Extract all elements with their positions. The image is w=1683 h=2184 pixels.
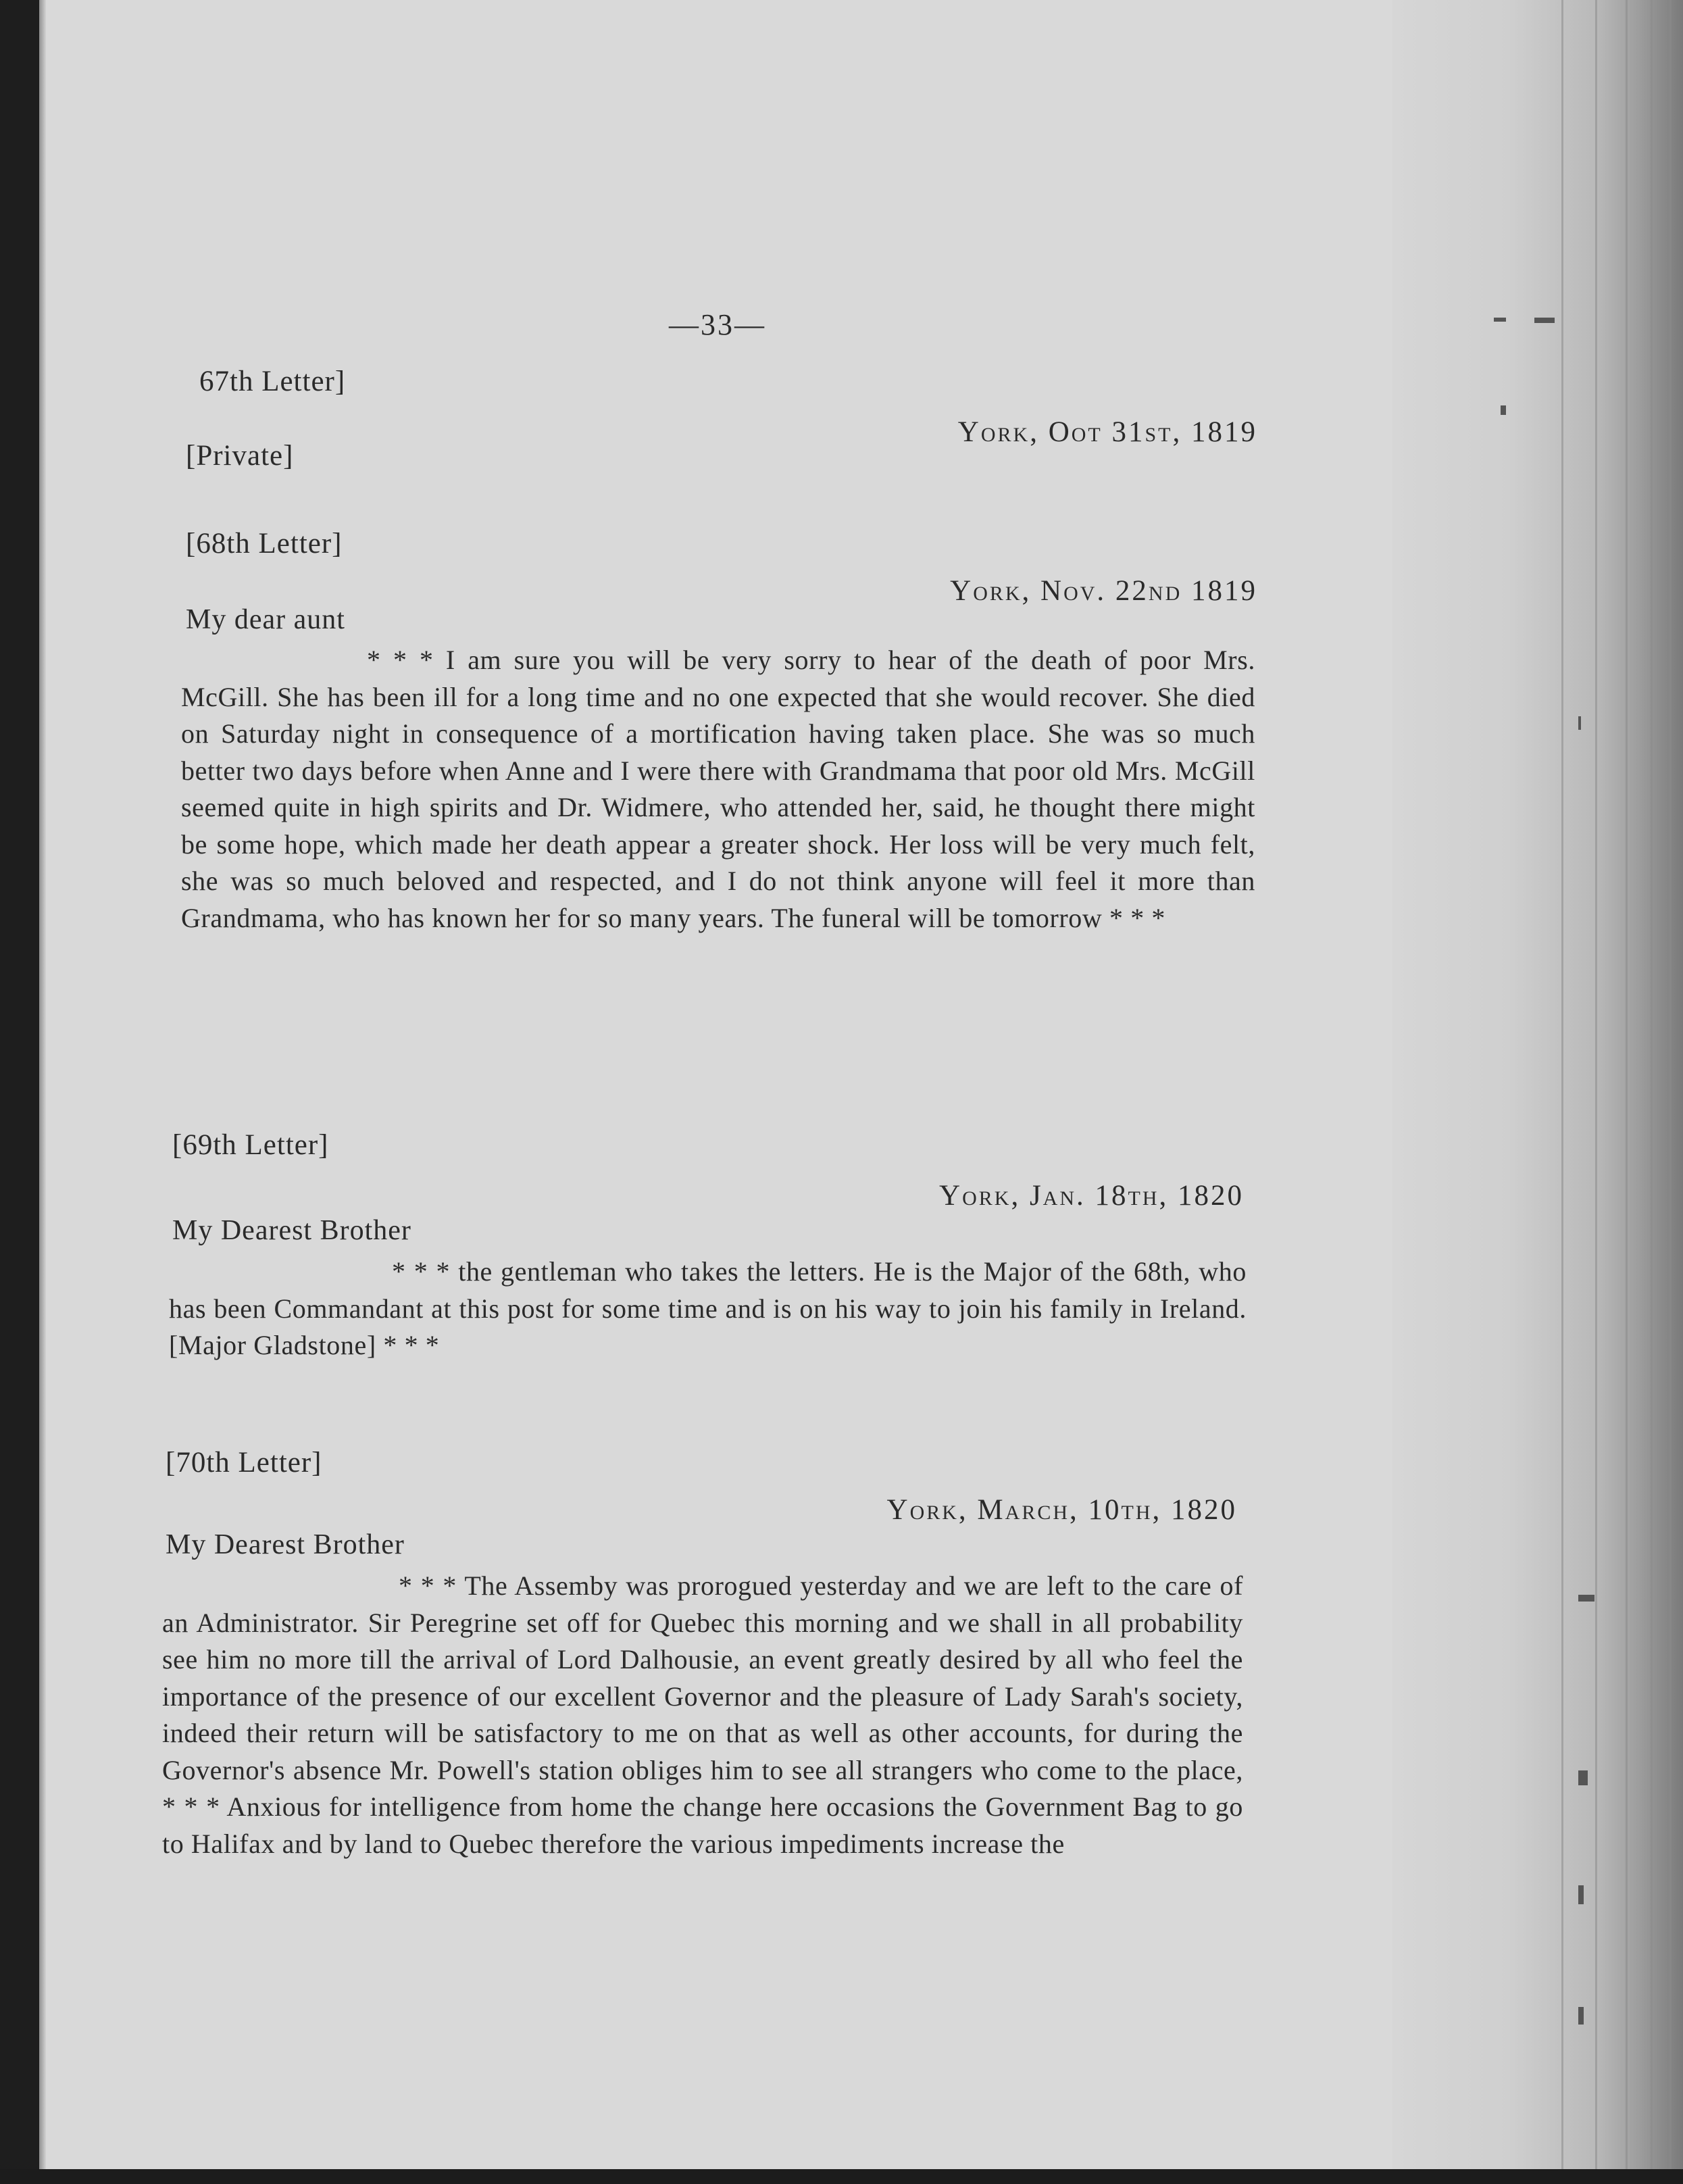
letter-salutation: My dear aunt [186,604,345,635]
bleed-mark [1578,716,1581,730]
bleed-mark [1578,1770,1588,1785]
bleed-mark [1578,2007,1584,2025]
letter-dateline: York, Nov. 22nd 1819 [950,575,1257,607]
letter-body-text: * * * the gentleman who takes the letters. He is the Major of the 68th, who has been Commandant at this post for some time and is on his way to join his family in Ireland. [Major Gladstone] * * * [169,1256,1247,1360]
bleed-mark [1501,405,1506,415]
private-note: [Private] [186,440,294,472]
letter-body [181,642,1255,937]
bleed-mark [1578,1595,1594,1602]
stack-line [1626,0,1628,2169]
letter-dateline: York, Jan. 18th, 1820 [939,1180,1244,1212]
letter-body [169,1254,1247,1364]
letter-body [162,1568,1243,1862]
page-gutter [39,0,46,2184]
letter-salutation: My Dearest Brother [172,1215,411,1246]
letter-heading: [68th Letter] [186,528,343,560]
letter-salutation: My Dearest Brother [166,1529,405,1560]
bleed-mark [1534,318,1555,323]
letter-heading: [70th Letter] [166,1447,322,1479]
book-binding-shadow [0,0,39,2184]
scan-bottom-edge [0,2169,1683,2184]
letter-dateline: York, March, 10th, 1820 [886,1494,1237,1526]
page-number: —33— [669,308,766,341]
page-stack-edge [1392,0,1683,2169]
stack-line [1561,0,1563,2169]
letter-dateline: York, Oot 31st, 1819 [957,416,1257,448]
letter-body-text: * * * I am sure you will be very sorry to hear of the death of poor Mrs. McGill. She has been ill for a long time and no one expected that she would recover. She died on Saturday night in consequence of a mortification having taken place. She was so much better two days before when Anne and I were there with Grandmama that poor old Mrs. McGill seemed quite in high spirits and Dr. Widmere, who attended her, said, he thought there might be some hope, which made her death appear a greater shock. Her loss will be very much felt, she was so much beloved and respected, and I do not think anyone will feel it more than Grandmama, who has known her for so many years. The funeral will be tomorrow * * * [181,645,1255,933]
letter-heading: [69th Letter] [172,1129,329,1161]
stack-line [1595,0,1597,2169]
bleed-mark [1494,318,1506,322]
bleed-mark [1578,1885,1584,1904]
stack-line [1651,0,1653,2169]
stack-line [1669,0,1672,2169]
letter-heading: 67th Letter] [199,366,346,397]
letter-body-text: * * * The Assemby was prorogued yesterday and we are left to the care of an Administrator. Sir Peregrine set off for Quebec this morning and we shall in all probability see him no more till the arrival of Lord Dalhousie, an event greatly desired by all who feel the importance of the presence of our excellent Governor and the pleasure of Lady Sarah's society, indeed their return will be satisfactory to me on that as well as other accounts, for during the Governor's absence Mr. Powell's station obliges him to see all strangers who come to the place, * * * Anxious for intelligence from home the change here occasions the Government Bag to go to Halifax and by land to Quebec therefore the various impediments increase the [162,1570,1243,1859]
